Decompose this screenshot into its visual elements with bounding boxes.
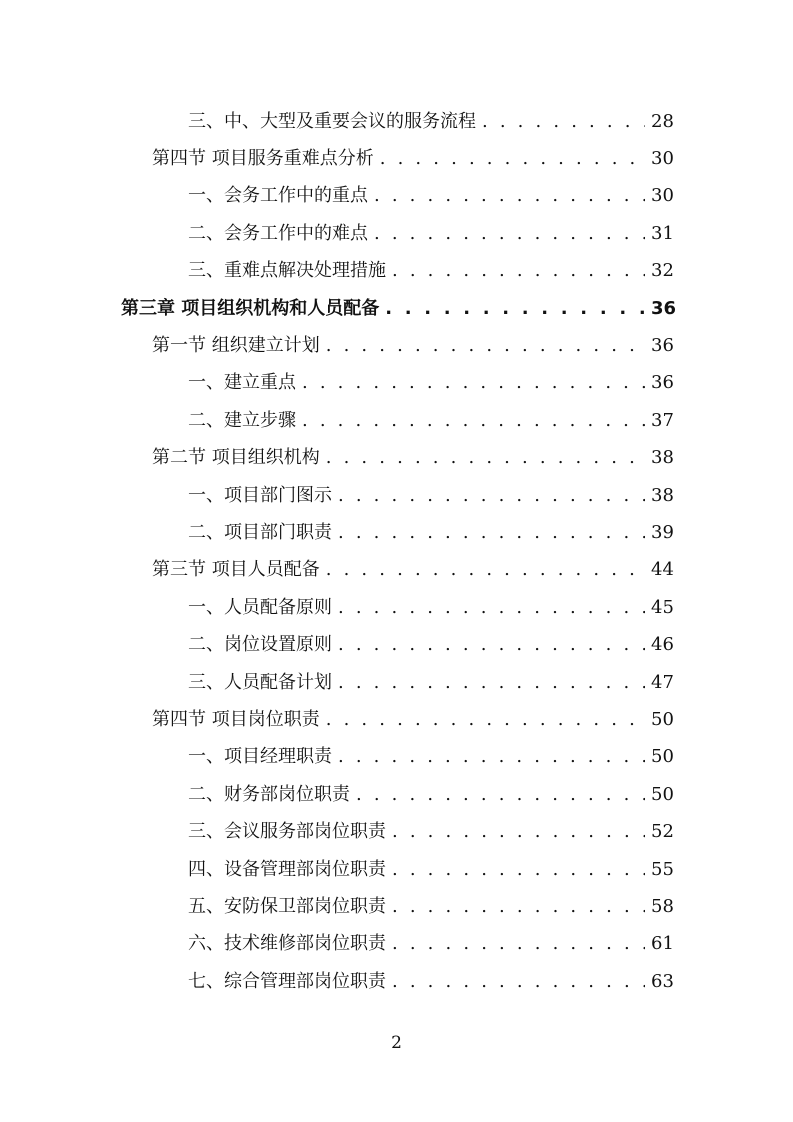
dot-leader	[338, 634, 645, 655]
dot-leader	[326, 335, 645, 356]
dot-leader	[338, 485, 645, 506]
toc-row[interactable]	[0, 325, 793, 362]
dot-leader	[392, 971, 645, 992]
toc-page-number: 61	[651, 933, 674, 955]
dot-leader	[356, 784, 645, 805]
toc-page-number: 36	[651, 335, 674, 357]
toc-entry-title: 二、财务部岗位职责	[188, 783, 350, 805]
toc-page-number: 45	[651, 596, 674, 618]
toc-row[interactable]	[0, 811, 793, 848]
page-number-footer: 2	[391, 1033, 402, 1053]
dot-leader	[338, 672, 645, 693]
toc-entry-title: 七、综合管理部岗位职责	[188, 970, 386, 992]
toc-entry-title: 一、项目经理职责	[188, 746, 332, 768]
toc-row[interactable]	[0, 587, 793, 624]
toc-entry-title: 一、建立重点	[188, 372, 296, 394]
dot-leader	[338, 597, 645, 618]
toc-entry-title: 一、会务工作中的重点	[188, 185, 368, 207]
dot-leader	[374, 185, 645, 206]
toc-row[interactable]	[0, 213, 793, 250]
toc-entry-title: 一、项目部门图示	[188, 484, 332, 506]
toc-page-number: 28	[651, 110, 674, 132]
toc-entry-title: 一、人员配备原则	[188, 596, 332, 618]
toc-entry-title: 二、会务工作中的难点	[188, 222, 368, 244]
dot-leader	[392, 821, 645, 842]
toc-entry-title: 第四节 项目岗位职责	[152, 708, 320, 730]
toc-row[interactable]	[0, 176, 793, 213]
toc-page-number: 47	[651, 671, 674, 693]
toc-page-number: 44	[651, 559, 674, 581]
toc-row[interactable]	[0, 550, 793, 587]
dot-leader	[302, 372, 645, 393]
toc-row[interactable]	[0, 737, 793, 774]
toc-page-number: 30	[651, 185, 674, 207]
toc-entry-title: 第二节 项目组织机构	[152, 447, 320, 469]
toc-page-number: 55	[651, 858, 674, 880]
toc-page-number: 30	[651, 148, 674, 170]
toc-entry-title: 五、安防保卫部岗位职责	[188, 895, 386, 917]
toc-row[interactable]	[0, 699, 793, 736]
toc-entry-title: 第三节 项目人员配备	[152, 559, 320, 581]
toc-row[interactable]	[0, 251, 793, 288]
dot-leader	[392, 933, 645, 954]
dot-leader	[482, 111, 645, 132]
toc-entry-title: 四、设备管理部岗位职责	[188, 858, 386, 880]
toc-page-number: 36	[651, 297, 677, 319]
toc-row-chapter[interactable]	[0, 288, 793, 325]
dot-leader	[392, 896, 645, 917]
toc-entry-title: 第四节 项目服务重难点分析	[152, 148, 374, 170]
table-of-contents	[0, 101, 793, 998]
toc-page-number: 32	[651, 260, 674, 282]
toc-row[interactable]	[0, 101, 793, 138]
toc-page-number: 63	[651, 970, 674, 992]
toc-page-number: 38	[651, 484, 674, 506]
toc-page-number: 37	[651, 409, 674, 431]
toc-row[interactable]	[0, 138, 793, 175]
dot-leader	[392, 859, 645, 880]
toc-page-number: 50	[651, 783, 674, 805]
dot-leader	[385, 298, 645, 319]
dot-leader	[326, 709, 645, 730]
toc-entry-title: 三、会议服务部岗位职责	[188, 821, 386, 843]
dot-leader	[338, 746, 645, 767]
toc-row[interactable]	[0, 924, 793, 961]
toc-page-number: 50	[651, 746, 674, 768]
toc-entry-title: 二、项目部门职责	[188, 521, 332, 543]
toc-row[interactable]	[0, 961, 793, 998]
toc-row[interactable]	[0, 512, 793, 549]
dot-leader	[338, 522, 645, 543]
toc-page-number: 50	[651, 708, 674, 730]
toc-row[interactable]	[0, 662, 793, 699]
dot-leader	[326, 447, 645, 468]
toc-entry-title: 三、人员配备计划	[188, 671, 332, 693]
toc-page-number: 46	[651, 634, 674, 656]
toc-row[interactable]	[0, 774, 793, 811]
dot-leader	[374, 223, 645, 244]
toc-row[interactable]	[0, 475, 793, 512]
dot-leader	[392, 260, 645, 281]
toc-row[interactable]	[0, 886, 793, 923]
toc-page-number: 39	[651, 521, 674, 543]
toc-entry-title: 二、岗位设置原则	[188, 634, 332, 656]
toc-entry-title: 第一节 组织建立计划	[152, 335, 320, 357]
toc-entry-title: 六、技术维修部岗位职责	[188, 933, 386, 955]
toc-page-number: 31	[651, 222, 674, 244]
toc-row[interactable]	[0, 624, 793, 661]
toc-row[interactable]	[0, 849, 793, 886]
toc-chapter-title: 第三章 项目组织机构和人员配备	[121, 297, 380, 319]
toc-entry-title: 三、重难点解决处理措施	[188, 260, 386, 282]
toc-row[interactable]	[0, 400, 793, 437]
toc-row[interactable]	[0, 363, 793, 400]
toc-page-number: 36	[651, 372, 674, 394]
toc-page-number: 58	[651, 895, 674, 917]
dot-leader	[380, 148, 645, 169]
toc-row[interactable]	[0, 438, 793, 475]
toc-entry-title: 三、中、大型及重要会议的服务流程	[188, 110, 476, 132]
dot-leader	[302, 410, 645, 431]
toc-page-number: 38	[651, 447, 674, 469]
dot-leader	[326, 559, 645, 580]
toc-entry-title: 二、建立步骤	[188, 409, 296, 431]
toc-page-number: 52	[651, 821, 674, 843]
